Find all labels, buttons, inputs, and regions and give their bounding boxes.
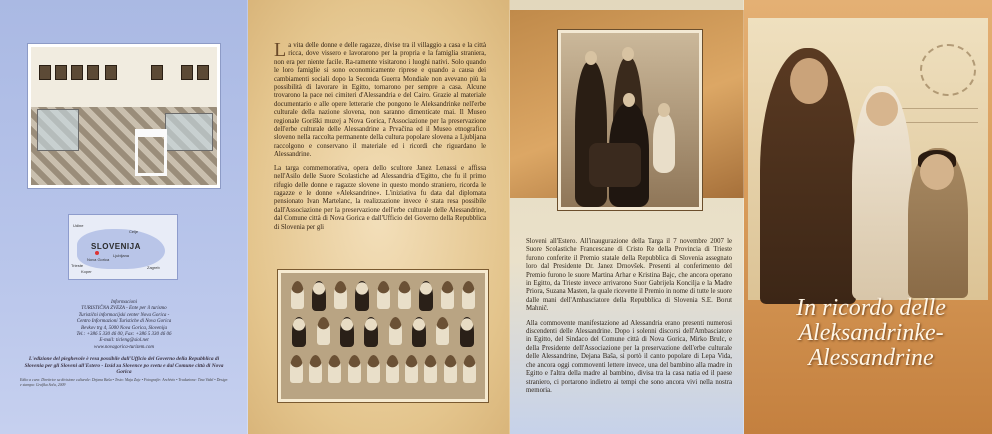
face [585,51,597,65]
ceremony-paragraph: Sloveni all'Estero. All'inaugurazione della Targa il 7 novembre 2007 le Suore Scolastiche Francescane di Cristo Re della Provincia di Trieste furono conferite il Premio statale della Repubblica di Slovenia assegnato loro dal Presidente Dr. Janez Drnovšek. Presenti al conferimento del Premio furono le suore Martina Arhar e Kristina Bajc, che ancora operano in Egitto, da Trieste invece arrivarono Suor Gabrijela Koncilja e la Madre Priora, Suzana Masten, la quale ricevette il Premio in nome di tutte le suore dalle mani dell'Ambasciatore della Repubblica di Slovenia S.E. Borut Mahnič. [526,238,732,313]
panel-ceremony-text [510,0,744,434]
framed-picture [181,65,193,80]
map-title: SLOVENIJA [91,242,141,251]
child [653,113,675,173]
face [623,93,635,107]
plaque-paragraph: La targa commemorativa, opera dello scultore Janez Lenassi e affissa nell'Asilo delle Suore Scolastiche ad Alessandria d'Egitto, che fu il primo rifugio delle donne e ragazze slovene in questo mondo straniero, ricorda le ragazze e le donne »Aleksandrine«. L'iniziativa fu data dal diplomata pensionato Ivan Martelanc, la realizzazione invece è stata resa possibile dall'Associazione per la preservazione dell'erbe culturale delle Alessandrine, dal Comune città di Nova Gorica e dall'Ufficio del Governo della Repubblica di Slovenia per gli [274,164,486,231]
map-city: Zagreb [147,265,160,270]
map-city: Koper [81,269,92,274]
photo-row [287,355,479,389]
mother-figure [760,48,856,304]
drop-cap: L [274,39,287,61]
framed-picture [151,65,163,80]
vintage-postcard [748,18,988,300]
panel-cover [744,0,992,434]
photo-row [287,281,479,315]
postcard-line [898,122,978,123]
credits-heading: Informacioni [110,300,138,305]
white-chair [135,129,167,176]
baby-figure [852,86,912,300]
credits-org: TURISTIČNA ZVEZA - Ente per il turismo [81,306,167,312]
credits-line: Tel.: +386 5 330 46 00, Fax: +386 5 330 46 06 [76,332,172,338]
framed-picture [105,65,117,80]
cover-title-line: In ricordo delle [796,295,946,321]
postmark-stamp [920,44,976,96]
map-city: Celje [129,229,139,234]
history-paragraph [274,39,486,160]
panel-history-text [248,0,510,434]
face [658,103,670,117]
credits-line: Bevkov trg 4, 5000 Nova Gorica, Slovenija [81,325,167,331]
face [622,47,634,61]
map-city: Udine [73,223,84,228]
framed-picture [55,65,67,80]
credits-website: www.novagorica-turizem.com [94,344,154,350]
face [866,92,898,126]
framed-picture [87,65,99,80]
face [790,58,828,104]
map-city: Nova Gorica [87,257,110,262]
postcard-line [898,108,978,109]
map-city: Trieste [71,263,84,268]
history-paragraph-text: a vita delle donne e delle ragazze, divise tra il villaggio a casa e la città ricca, dove vissero e lavorarono per la propria e la famiglia straniera, non era per niente facile. Ra-ramente visitarono i luoghi nativi. Solo quando le loro famiglie si sono economicamente riprese e quando a causa dei cambiamenti sociali dopo la Seconda Guerra Mondiale non avevano più la possibilità di lavorare in Egitto, tornarono per sempre a casa. Alcune trovarono la pace nei cimiteri d'Alessandria e del Cairo. Grazie al materiale documentario e alle opere letterarie che pongono le Aleksandrinke nell'erbe culturale della nazione slovena, non saranno dimenticate mai. Il Museo regionale Goriški muzej a Nova Gorica, l'Associazione per la preservazione dell'erbe culturale delle Alessandrine a Prvačina ed il Museo etnografico sloveno nella raccolta permanente della cultura popolare slovena a Ljubljana raccolgono e conservano il materiale ed i ricordi che riguardano le Alessandrine. [274,42,486,159]
nuns-group-photo [278,270,488,402]
framed-picture [71,65,83,80]
museum-room-photo [28,44,220,188]
armchair [589,143,641,187]
panel-info [0,0,248,434]
imprint-small-print: Edito a cura: Direttrice sa divisione culturale: Dejana Baša • Testo: Maja Zajc • Fotografie: Archivio • Traduzione: Tina Vidal • Design e stampa: Grafika Soča, 2009 [20,378,228,387]
face [920,154,954,190]
cover-title-line: Alessandrine [808,345,934,371]
edition-note: L'edizione del pieghevole è resa possibile dall'Ufficio del Governo della Repubblica di Slovenia per gli Sloveni all'Estero - Izsid za Slovence po svetu e dal Comune città di Nova Gorica [24,356,224,376]
display-case [165,113,213,151]
map-city: Ljubljana [113,253,130,258]
display-case [37,109,79,151]
photo-row [287,317,479,351]
child-figure [908,148,968,298]
history-text [274,39,486,237]
framed-picture [39,65,51,80]
cover-title [760,296,982,371]
credits-line: Centro Informazioni Turistiche di Nova Gorica [76,319,172,325]
ceremony-text [526,238,732,401]
nova-gorica-pin [95,251,99,255]
ceremony-paragraph: Alla commovente manifestazione ad Alessandria erano presenti numerosi discendenti delle Alessandrine. Dopo i solenni discorsi dell'Ambasciatore in Egitto, del Sindaco del Comune città di Nova Gorica, Mirko Brulc, e della Presidente dell'Associazione per la preservazione dell'erbe culturale delle Alessandrine, Dejana Baša, si portò il canto popolare di Lepa Vida, che ancora oggi commoventi lettere invece, una del bambino alla madre in Egitto e l'altra della madre al bambino, divisa tra la casa natia ed il paese straniero, ci portarono indietro ai tempi che sono ancora vivi nella nostra memoria. [526,319,732,394]
framed-picture [197,65,209,80]
credits-line: Turistični informacijski center Nova Gorica - [78,312,170,318]
slovenia-map [68,214,178,280]
tourist-info-credits [20,300,228,351]
credits-email: E-mail: ticleng@siol.net [99,338,149,344]
cover-title-line: Aleksandrinke- [798,320,944,346]
women-family-photo [558,30,702,210]
